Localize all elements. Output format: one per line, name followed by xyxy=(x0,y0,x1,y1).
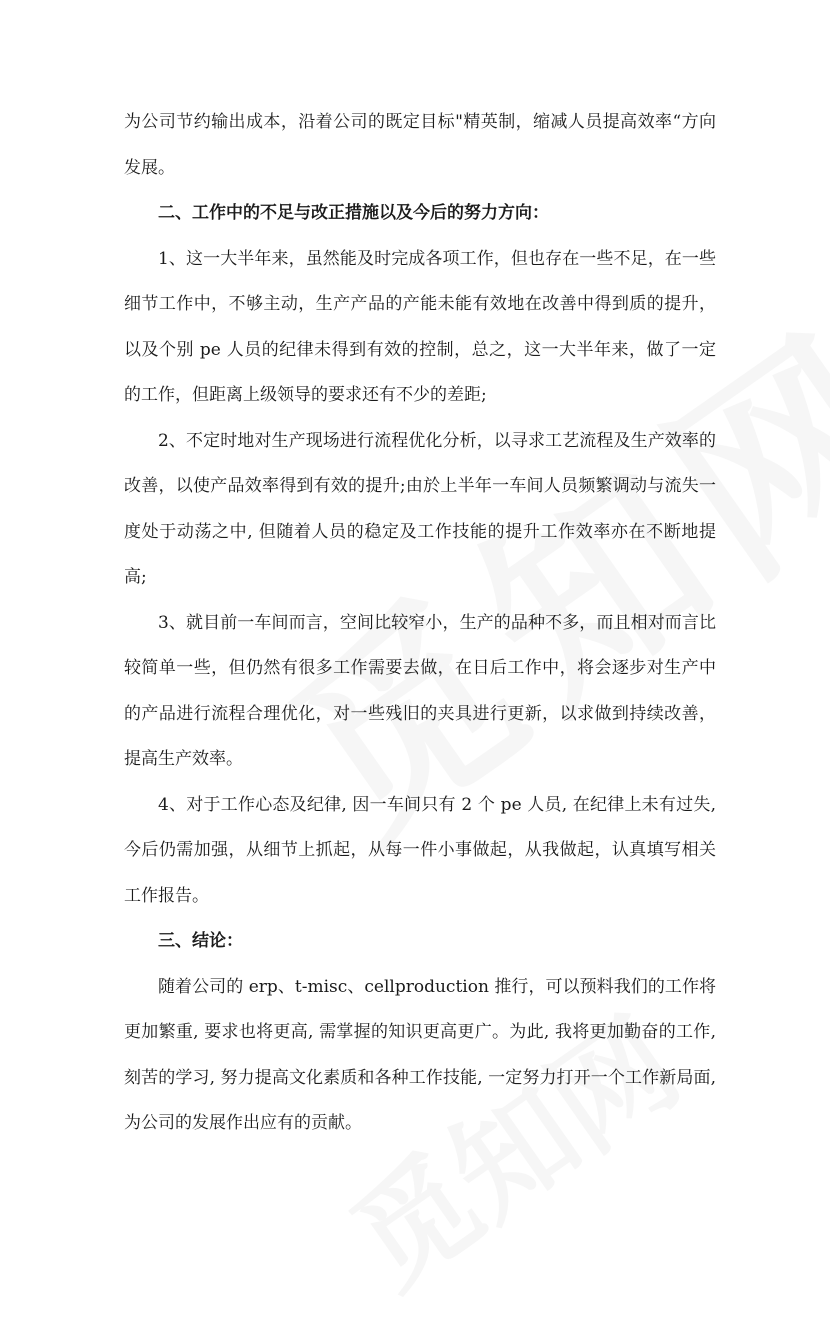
paragraph-conclusion: 随着公司的 erp、t-misc、cellproduction 推行，可以预料我们的工作将更加繁重, 要求也将更高, 需掌握的知识更高更广。为此, 我将更加勤奋的工作, 刻苦的学习, 努力提高文化素质和各种工作技能, 一定努力打开一个工作新局面, 为公司的发展作出应有的贡献。 xyxy=(124,976,716,1133)
paragraph-item-1: 1、这一大半年来，虽然能及时完成各项工作，但也存在一些不足，在一些细节工作中，不够主动，生产产品的产能未能有效地在改善中得到质的提升，以及个别 pe 人员的纪律未得到有效的控制，总之，这一大半年来，做了一定的工作，但距离上级领导的要求还有不少的差距; xyxy=(124,248,716,405)
paragraph-continuation: 为公司节约输出成本，沿着公司的既定目标"精英制，缩减人员提高效率“方向发展。 xyxy=(124,112,716,178)
section-heading-3: 三、结论： xyxy=(158,931,243,951)
paragraph-item-4: 4、对于工作心态及纪律, 因一车间只有 2 个 pe 人员, 在纪律上未有过失, 今后仍需加强，从细节上抓起，从每一件小事做起，从我做起，认真填写相关工作报告。 xyxy=(124,794,716,906)
paragraph-item-2: 2、不定时地对生产现场进行流程优化分析，以寻求工艺流程及生产效率的改善，以使产品效率得到有效的提升;由於上半年一车间人员频繁调动与流失一度处于动荡之中, 但随着人员的稳定及工作技能的提升工作效率亦在不断地提高; xyxy=(124,430,716,587)
section-heading-2: 二、工作中的不足与改正措施以及今后的努力方向： xyxy=(158,203,549,223)
document-body xyxy=(124,100,716,1147)
paragraph-item-3: 3、就目前一车间而言，空间比较窄小，生产的品种不多，而且相对而言比较简单一些，但仍然有很多工作需要去做，在日后工作中，将会逐步对生产中的产品进行流程合理优化，对一些残旧的夹具进行更新，以求做到持续改善，提高生产效率。 xyxy=(124,612,716,769)
